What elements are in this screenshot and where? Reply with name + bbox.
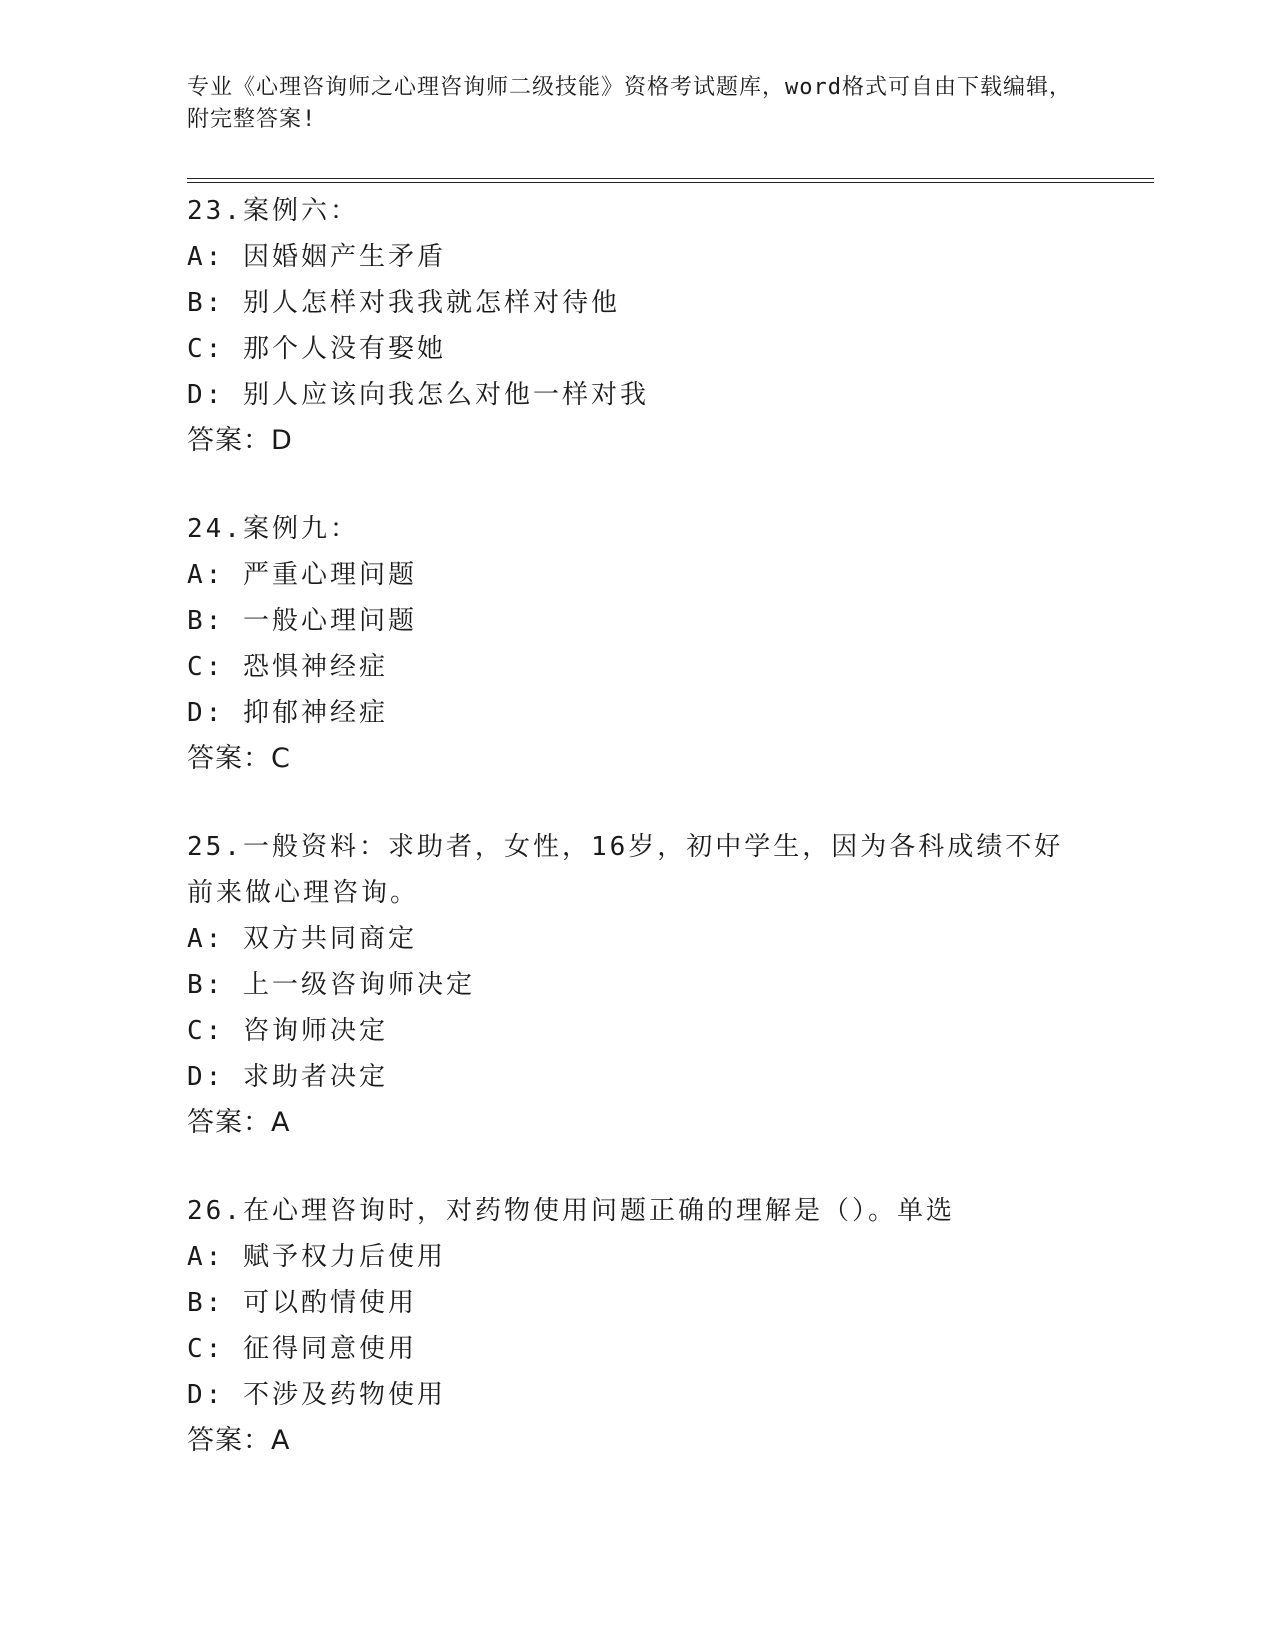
question-26 xyxy=(187,1188,1147,1464)
question-list xyxy=(187,188,1147,1506)
option-c: C: 恐惧神经症 xyxy=(187,652,388,682)
option-a: A: 严重心理问题 xyxy=(187,560,417,590)
question-stem: 25.一般资料：求助者，女性，16岁，初中学生，因为各科成绩不好前来做心理咨询。 xyxy=(187,832,1064,908)
option-c: C: 征得同意使用 xyxy=(187,1334,417,1364)
option-d: D: 求助者决定 xyxy=(187,1062,388,1092)
question-stem: 23.案例六： xyxy=(187,196,359,226)
option-b: B: 可以酌情使用 xyxy=(187,1288,417,1318)
answer-line: 答案：C xyxy=(187,743,291,774)
option-a: A: 因婚姻产生矛盾 xyxy=(187,242,446,272)
option-c: C: 那个人没有娶她 xyxy=(187,334,446,364)
option-b: B: 一般心理问题 xyxy=(187,606,417,636)
question-24 xyxy=(187,506,1147,782)
option-d: D: 抑郁神经症 xyxy=(187,698,388,728)
answer-line: 答案：A xyxy=(187,1107,291,1138)
option-d: D: 别人应该向我怎么对他一样对我 xyxy=(187,380,649,410)
question-23 xyxy=(187,188,1147,464)
page-header: 专业《心理咨询师之心理咨询师二级技能》资格考试题库，word格式可自由下载编辑，附完整答案! xyxy=(187,75,1072,132)
option-c: C: 咨询师决定 xyxy=(187,1016,388,1046)
option-b: B: 上一级咨询师决定 xyxy=(187,970,475,1000)
question-25 xyxy=(187,824,1147,1146)
option-a: A: 双方共同商定 xyxy=(187,924,417,954)
header-divider xyxy=(187,178,1154,183)
option-d: D: 不涉及药物使用 xyxy=(187,1380,446,1410)
option-a: A: 赋予权力后使用 xyxy=(187,1242,446,1272)
option-b: B: 别人怎样对我我就怎样对待他 xyxy=(187,288,620,318)
answer-line: 答案：D xyxy=(187,425,293,456)
answer-line: 答案：A xyxy=(187,1425,291,1456)
question-stem: 24.案例九： xyxy=(187,514,359,544)
question-stem: 26.在心理咨询时，对药物使用问题正确的理解是（）。单选 xyxy=(187,1196,955,1226)
